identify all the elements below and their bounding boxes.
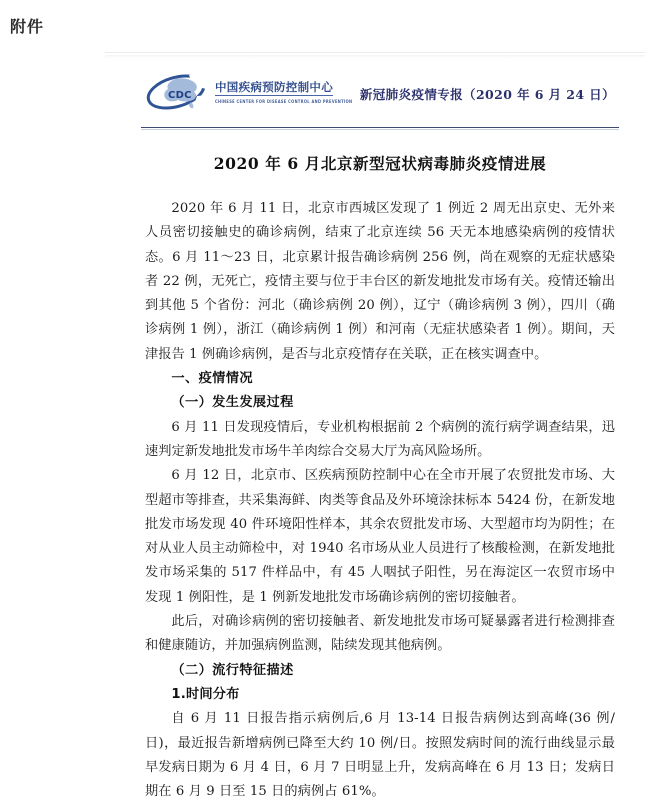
letterhead [145,71,615,121]
body-paragraph: 6 月 11 日发现疫情后，专业机构根据前 2 个病例的流行病学调查结果，迅速判定新发地批发市场牛羊肉综合交易大厅为高风险场所。 [145,419,615,459]
body-paragraph: 此后，对确诊病例的密切接触者、新发地批发市场可疑暴露者进行检测排查和健康随访，并加强病例监测，陆续发现其他病例。 [145,614,615,654]
cdc-china-map-swoosh-logo-icon [145,73,211,115]
logo-chinese-name: 中国疾病预防控制中心 [215,80,333,94]
section-heading-level-1: 一、疫情情况 [171,371,253,387]
body-paragraph: 自 6 月 11 日报告指示病例后,6 月 13-14 日报告病例达到高峰(36 例/日)，最近报告新增病例已降至大约 10 例/日。按照发病时间的流行曲线显示最早发病日期为 6 月 4 日，6 月 7 日明显上升，发病高峰在 6 月 13 日；发病日期在 6 月 9 日至 15 日的病例占 61%。 [145,711,615,800]
logo-text-block [215,76,353,105]
section-heading-level-2: （二）流行特征描述 [171,662,294,678]
attachment-label: 附件 [10,17,45,36]
document-body [145,153,615,804]
letterhead-divider [141,127,619,128]
svg-text:CDC: CDC [168,90,192,101]
section-heading-level-3: 1.时间分布 [171,686,240,702]
bulletin-title: 新冠肺炎疫情专报（2020 年 6 月 24 日） [359,87,615,102]
section-heading-level-2: （一）发生发展过程 [171,395,294,411]
body-paragraph: 6 月 12 日，北京市、区疾病预防控制中心在全市开展了农贸批发市场、大型超市等排查，共采集海鲜、肉类等食品及外环境涂抹标本 5424 份，在新发地批发市场发现 40 件环境阳性样本，其余农贸批发市场、大型超市均为阴性；在对从业人员主动筛检中，对 1940 名市场从业人员进行了核酸检测，在新发地批发市场采集的 517 件样品中，有 45 人咽拭子阳性，另在海淀区一农贸市场中发现 1 例阳性，是 1 例新发地批发市场确诊病例的密切接触者。 [145,468,615,605]
body-paragraph: 2020 年 6 月 11 日，北京市西城区发现了 1 例近 2 周无出京史、无外来人员密切接触史的确诊病例，结束了北京连续 56 天无本地感染病例的疫情状态。6 月 11～23 日，北京累计报告确诊病例 256 例，尚在观察的无症状感染者 22 例，无死亡，疫情主要与位于丰台区的新发地批发市场有关。疫情还输出到其他 5 个省份：河北（确诊病例 20 例），辽宁（确诊病例 3 例），四川（确诊病例 1 例），浙江（确诊病例 1 例）和河南（无症状感染者 1 例）。期间，天津报告 1 例确诊病例，是否与北京疫情存在关联，正在核实调查中。 [145,201,615,362]
page-title: 2020 年 6 月北京新型冠状病毒肺炎疫情进展 [213,154,547,173]
cdc-logo [145,71,353,117]
document-page [105,52,645,800]
logo-english-name: CHINESE CENTER FOR DISEASE CONTROL AND PREVENTION [215,99,353,105]
